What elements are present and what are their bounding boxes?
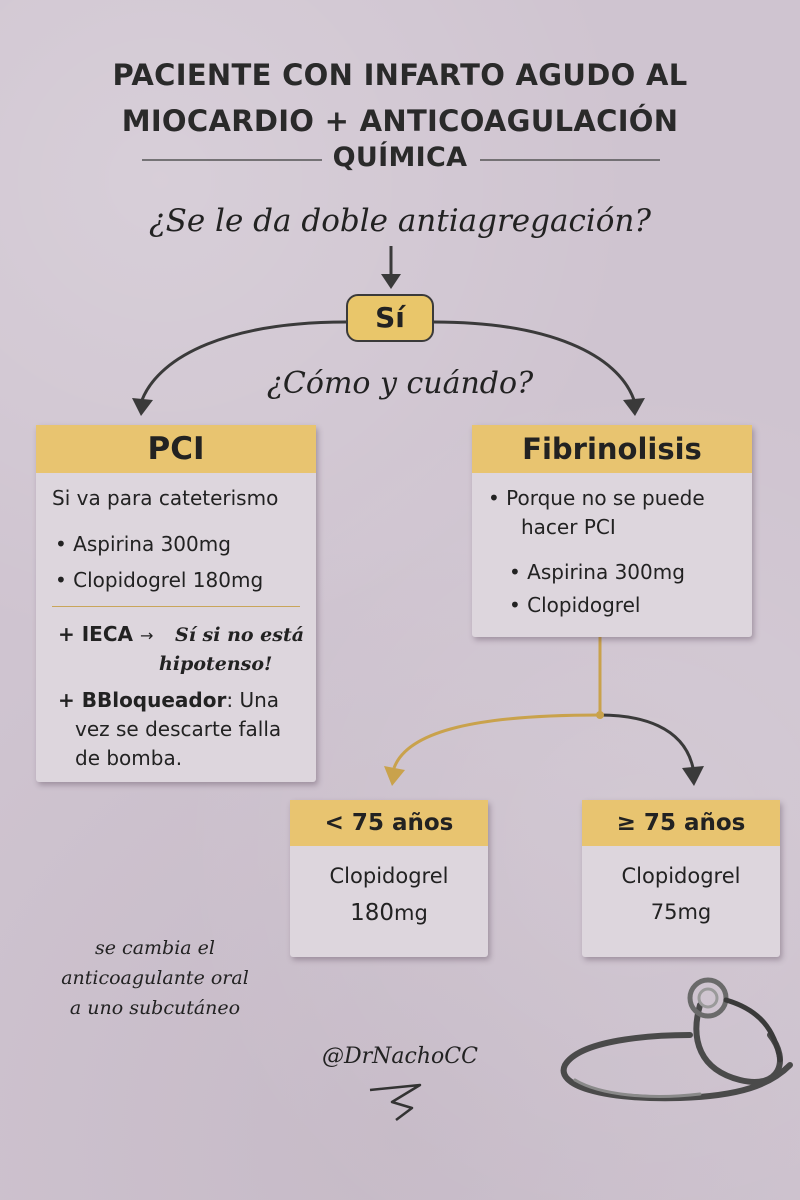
- how-when-question: ¿Cómo y cuándo?: [266, 366, 534, 401]
- yes-node: Sí: [346, 294, 434, 342]
- bbloq-note-1: : Una: [226, 688, 280, 712]
- arrow-right-icon: →: [139, 626, 154, 645]
- anticoagulant-note: [30, 933, 280, 1023]
- age-under-75-header: < 75 años: [290, 800, 488, 846]
- age-75-plus-dose: 75mg: [650, 900, 712, 924]
- pci-intro: Si va para cateterismo: [52, 486, 279, 510]
- fib-bullet-1: [509, 560, 685, 584]
- pci-bbloq-line-1: [58, 688, 279, 712]
- note-line-3: a uno subcutáneo: [69, 997, 241, 1019]
- arrow-fibrinolisis-to-age: [384, 637, 704, 786]
- fib-reason-1-text: Porque no se puede: [506, 486, 705, 510]
- age-75-plus-drug: Clopidogrel: [621, 864, 741, 888]
- fib-reason-line-1: [488, 486, 705, 510]
- title-line-2: MIOCARDIO + ANTICOAGULACIÓN: [121, 104, 679, 138]
- author-handle: @DrNachoCC: [322, 1044, 478, 1069]
- bullet-icon: •: [55, 568, 67, 592]
- pci-bullet-2-text: Clopidogrel 180mg: [73, 568, 264, 592]
- stethoscope-icon: [564, 980, 790, 1098]
- pci-bbloq-line-3: de bomba.: [75, 746, 183, 770]
- bullet-icon: •: [55, 532, 67, 556]
- pci-ieca-note-2: hipotenso!: [159, 653, 273, 675]
- bullet-icon: •: [509, 560, 521, 584]
- pci-bullet-1: [55, 532, 231, 556]
- note-line-2: anticoagulante oral: [61, 967, 249, 989]
- bullet-icon: •: [509, 593, 521, 617]
- bullet-icon: •: [488, 486, 500, 510]
- fib-bullet-2-text: Clopidogrel: [527, 593, 641, 617]
- pci-bbloq-line-2: vez se descarte falla: [75, 717, 282, 741]
- pci-bullet-2: [55, 568, 263, 592]
- age-75-plus-header: ≥ 75 años: [582, 800, 780, 846]
- pci-bullet-1-text: Aspirina 300mg: [73, 532, 231, 556]
- dose-number: 180: [350, 900, 395, 926]
- age-under-75-drug: Clopidogrel: [329, 864, 449, 888]
- pci-divider: [52, 606, 300, 607]
- fib-bullet-1-text: Aspirina 300mg: [527, 560, 685, 584]
- ieca-label-text: + IECA: [58, 622, 133, 646]
- title-line-3: QUÍMICA: [332, 142, 468, 173]
- bbloq-label: + BBloqueador: [58, 688, 227, 712]
- main-question: ¿Se le da doble antiagregación?: [149, 203, 651, 239]
- fib-bullet-2: [509, 593, 640, 617]
- dose-unit: mg: [394, 901, 428, 925]
- pci-ieca-note-1: Sí si no está: [175, 624, 305, 646]
- arrow-question-to-yes: [381, 246, 401, 289]
- age-under-75-dose: [290, 900, 488, 926]
- pci-ieca-label: [58, 622, 153, 646]
- signature-icon: [370, 1085, 420, 1120]
- pci-header: PCI: [36, 425, 316, 473]
- title-line-1: PACIENTE CON INFARTO AGUDO AL: [112, 58, 688, 92]
- note-line-1: se cambia el: [95, 937, 215, 959]
- fib-reason-line-2: hacer PCI: [521, 515, 616, 539]
- fibrinolisis-header: Fibrinolisis: [472, 425, 752, 473]
